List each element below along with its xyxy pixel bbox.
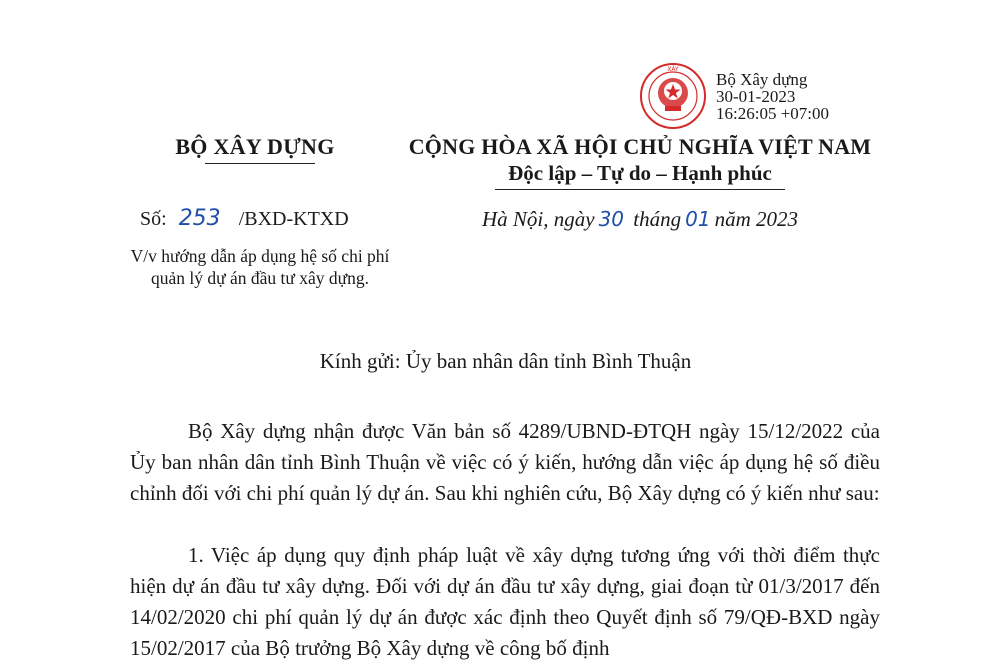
place-date [390,207,890,232]
paragraph-1-text: Bộ Xây dựng nhận được Văn bản số 4289/UBND-ĐTQH ngày 15/12/2022 của Ủy ban nhân dân tỉnh Bình Thuận về việc có ý kiến, hướng dẫn việc áp dụng hệ số điều chỉnh đối với chi phí quản lý dự án. Sau khi nghiên cứu, Bộ Xây dựng có ý kiến như sau: [130,419,880,505]
agency-underline [205,163,315,164]
agency-name: BỘ XÂY DỰNG [175,134,335,159]
date-prefix: Hà Nội, ngày [482,207,595,231]
paragraph-2-text: 1. Việc áp dụng quy định pháp luật về xây dựng tương ứng với thời điểm thực hiện dự án đầu tư xây dựng. Đối với dự án đầu tư xây dựng, giai đoạn từ 01/3/2017 đến 14/02/2020 chi phí quản lý dự án được xác định theo Quyết định số 79/QĐ-BXD ngày 15/02/2017 của Bộ trưởng Bộ Xây dựng về công bố định [130,543,880,660]
number-handwritten: 253 [178,206,221,231]
body-paragraph-2 [130,540,880,664]
national-motto: Độc lập – Tự do – Hạnh phúc [508,161,772,185]
month-label: tháng [633,207,682,231]
recipient-line: Kính gửi: Ủy ban nhân dân tỉnh Bình Thuận [319,349,692,373]
signature-date: 30-01-2023 [716,87,796,106]
signature-time: 16:26:05 +07:00 [716,104,830,123]
month-handwritten: 01 [685,207,711,231]
number-label: Số: [140,208,167,230]
document-subject: V/v hướng dẫn áp dụng hệ số chi phí quản lý dự án đầu tư xây dựng. [130,246,390,288]
number-suffix: /BXD-KTXD [238,208,349,230]
seal-stamp-icon [639,62,707,130]
document-number [140,206,349,231]
motto-underline [495,189,785,190]
svg-text:XÂY: XÂY [667,66,679,73]
signature-signer: Bộ Xây dựng [716,70,808,89]
body-paragraph-1 [130,416,880,509]
day-handwritten: 30 [598,207,625,231]
nation-title: CỘNG HÒA XÃ HỘI CHỦ NGHĨA VIỆT NAM [408,134,872,159]
year-text: năm 2023 [714,207,798,231]
digital-signature-info [716,71,829,122]
